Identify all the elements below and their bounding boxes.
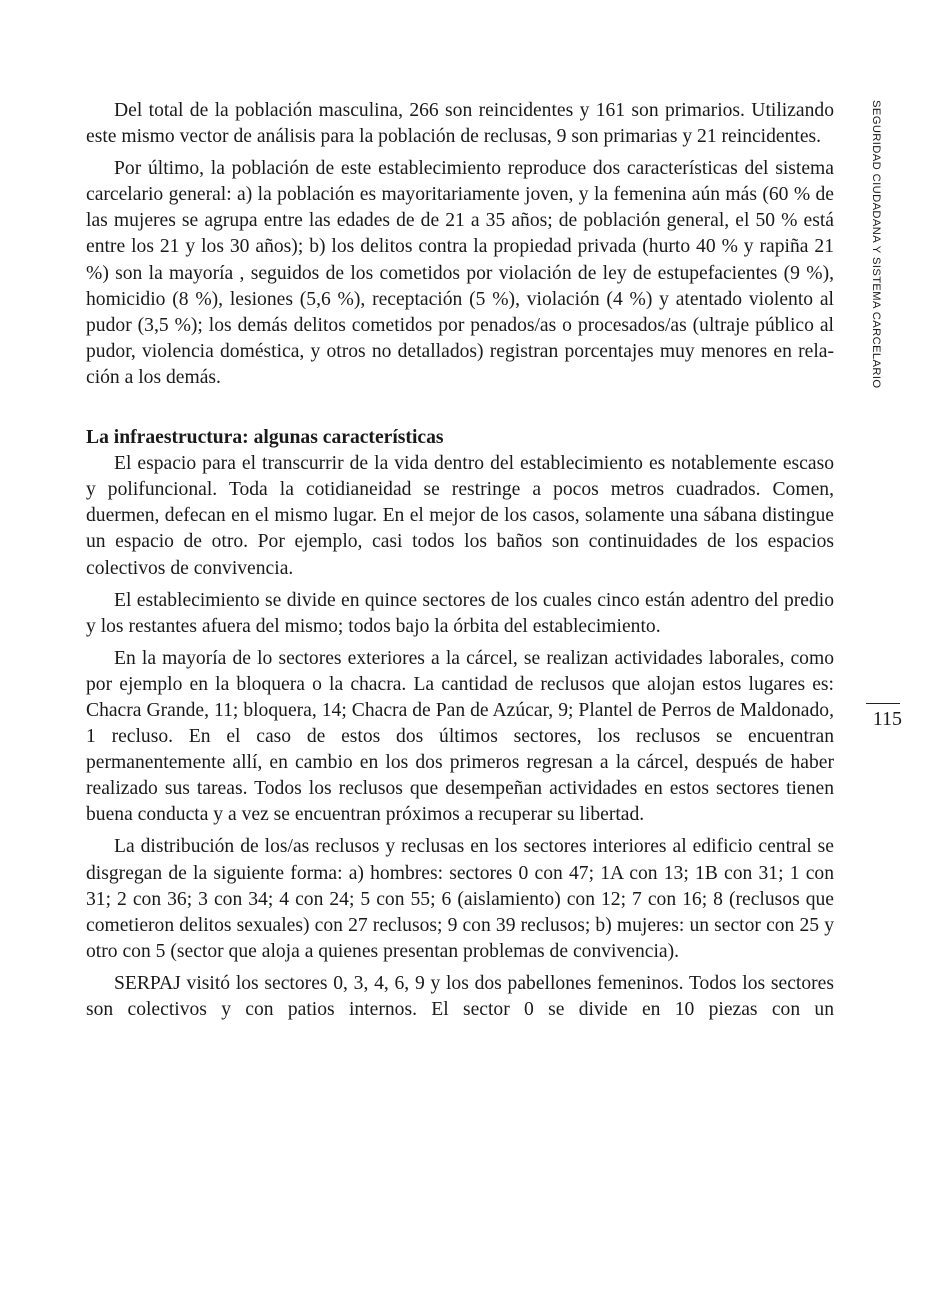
paragraph: El establecimiento se divide en quince sectores de los cuales cinco están adentro del predio y los restantes afuera del mismo; todos bajo la órbita del establecimiento. bbox=[86, 589, 834, 637]
page-number-rule bbox=[866, 703, 900, 704]
paragraph: Por último, la población de este establecimiento reproduce dos características del sistema carcelario general: a) la población es mayoritariamente joven, y la femenina aún más (60 % de las mujeres se agrupa entre las edades de de 21 a 35 años; de población general, el 50 % está entre los 21 y los 30 años); b) los delitos contra la propiedad privada (hurto 40 % y rapiña 21 %) son la mayoría , seguidos de los cometidos por violación de ley de estupefacientes (9 %), homicidio (8 %), lesiones (5,6 %), receptación (5 %), violación (4 %) y atentado violento al pudor (3,5 %); los demás delitos cometidos por penados/as o procesados/as (ultraje público al pudor, violencia doméstica, y otros no detallados) registran porcentajes muy menores en relación a los demás. bbox=[86, 158, 834, 388]
paragraph: En la mayoría de lo sectores exteriores a la cárcel, se realizan actividades laborales, como por ejemplo en la bloquera o la chacra. La cantidad de reclusos que alojan estos lugares es: Chacra Grande, 11; bloquera, 14; Chacra de Pan de Azúcar, 9; Plantel de Perros de Maldonado, 1 recluso. En el caso de estos dos últimos sectores, los reclusos se encuentran permanentemente allí, en cambio en los dos primeros regresan a la cárcel, después de haber realizado sus tareas. Todos los reclusos que desempeñan actividades en estos sectores tienen buena conducta y a vez se encuentran próximos a recuperar su libertad. bbox=[86, 647, 834, 826]
paragraph: La distribución de los/as reclusos y reclusas en los sectores interiores al edificio central se disgregan de la siguiente forma: a) hombres: sectores 0 con 47; 1A con 13; 1B con 31; 1 con 31; 2 con 36; 3 con 34; 4 con 24; 5 con 55; 6 (aislamiento) con 12; 7 con 16; 8 (reclusos que cometieron delitos sexuales) con 27 reclusos; 9 con 39 reclusos; b) mujeres: un sector con 25 y otro con 5 (sector que aloja a quienes presentan problemas de convivencia). bbox=[86, 836, 834, 962]
paragraph: SERPAJ visitó los sectores 0, 3, 4, 6, 9 y los dos pabellones femeninos. Todos los sectores son colectivos y con patios internos. El sector 0 se divide en 10 piezas con un bbox=[86, 972, 834, 1020]
paragraph: El espacio para el transcurrir de la vida dentro del establecimiento es notablemente escaso y polifuncional. Toda la cotidianeidad se restringe a pocos metros cuadrados. Comen, duermen, defecan en el mismo lugar. En el mejor de los casos, solamente una sábana distingue un espacio de otro. Por ejemplo, casi todos los baños son continuidades de los espacios colectivos de convivencia. bbox=[86, 453, 834, 579]
paragraph: Del total de la población masculina, 266 son reincidentes y 161 son primarios. Utilizando este mismo vector de análisis para la población de reclusas, 9 son primarias y 21 reincidentes. bbox=[86, 100, 834, 148]
page-number: 115 bbox=[872, 708, 902, 730]
running-head: SEGURIDAD CIUDADANA Y SISTEMA CARCELARIO bbox=[870, 100, 882, 389]
body-text bbox=[86, 98, 834, 1029]
section-heading: La infraestructura: algunas características bbox=[86, 427, 444, 449]
